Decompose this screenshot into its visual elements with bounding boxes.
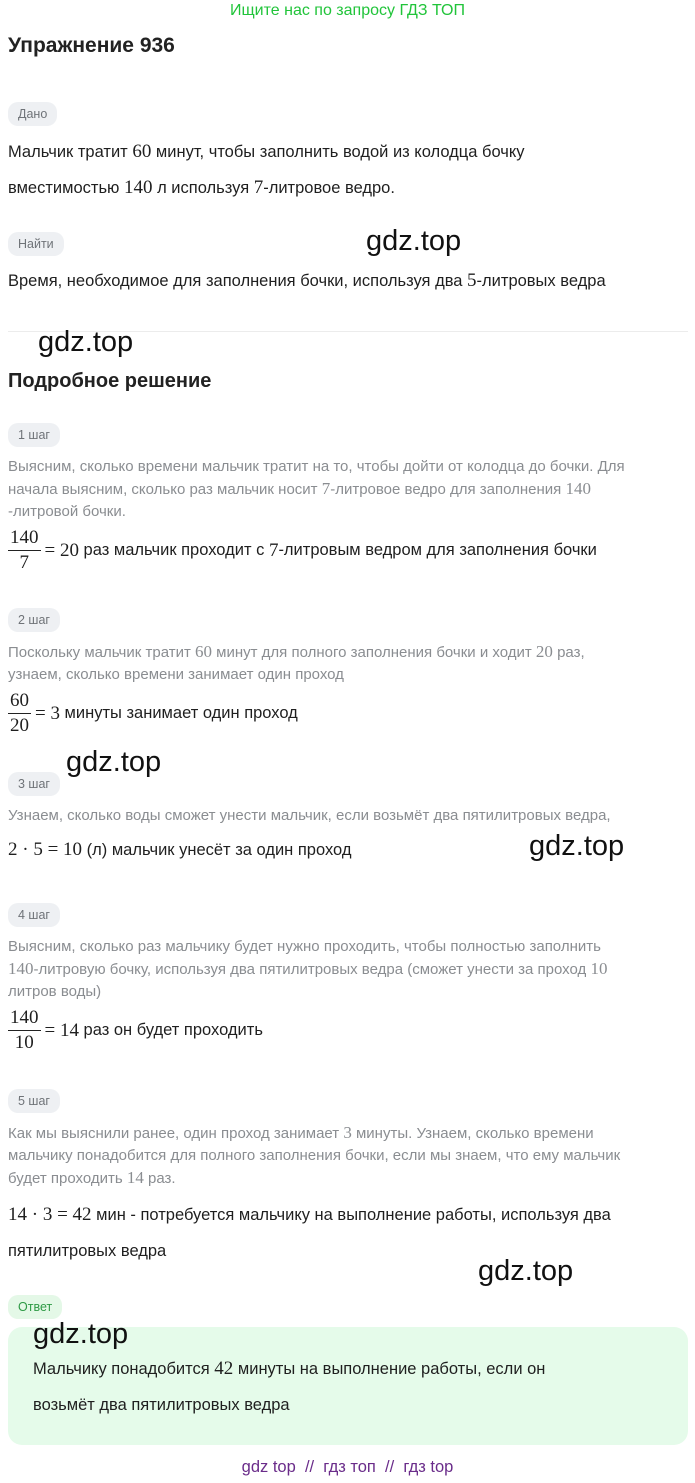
- step-2-explanation: [8, 641, 693, 686]
- given-text: [8, 134, 688, 206]
- answer-chip-wrap: [8, 1295, 62, 1319]
- step-3-explanation: [8, 805, 693, 827]
- answer-text-part: Мальчику понадобится: [33, 1360, 215, 1378]
- given-text-part: -литровое ведро.: [263, 179, 395, 197]
- step-4-explanation: [8, 936, 693, 1003]
- fraction: [8, 1007, 41, 1054]
- step-chip: 5 шаг: [8, 1089, 60, 1113]
- step-text: раз,: [552, 644, 585, 661]
- equation-text: раз он будет проходить: [78, 1021, 263, 1039]
- watermark: gdz.top: [366, 225, 462, 257]
- step-text: -литровую бочку, используя два пятилитровых ведра (сможет унести за проход: [33, 961, 591, 978]
- footer-links[interactable]: gdz top // гдз топ // гдз top: [241, 1458, 454, 1476]
- given-chip: Дано: [8, 102, 57, 126]
- step-chip: 2 шаг: [8, 608, 60, 632]
- step-2-chip-wrap: [8, 608, 60, 632]
- equation-result: = 20: [44, 539, 79, 561]
- given-text-part: Мальчик тратит: [8, 143, 133, 161]
- find-section: [8, 232, 64, 256]
- step-number: 60: [195, 642, 212, 661]
- step-5-chip-wrap: [8, 1089, 60, 1113]
- step-number: 20: [535, 642, 553, 661]
- fraction-denominator: 10: [14, 1032, 34, 1053]
- fraction: [8, 527, 41, 574]
- step-number: 3: [343, 1123, 352, 1142]
- equation-text: -литровым ведром для заполнения бочки: [278, 541, 597, 559]
- answer-text: [33, 1351, 673, 1423]
- watermark: gdz.top: [529, 830, 625, 862]
- equation-math: 14 · 3 = 42: [8, 1204, 92, 1225]
- given-text-part: л используя: [152, 179, 254, 197]
- step-5-explanation: [8, 1122, 693, 1190]
- given-number: 60: [132, 141, 152, 162]
- fraction: [8, 690, 31, 737]
- step-2-equation: [8, 690, 693, 737]
- step-text: -литровое ведро для заполнения: [330, 481, 566, 498]
- step-text: -литровой бочки.: [8, 503, 126, 520]
- step-chip: 1 шаг: [8, 423, 60, 447]
- answer-text-part: минуты на выполнение работы, если он: [233, 1360, 546, 1378]
- step-chip: 3 шаг: [8, 772, 60, 796]
- step-text: Выясним, сколько времени мальчик тратит на то, чтобы дойти от колодца до бочки. Для: [8, 458, 625, 475]
- fraction-numerator: 60: [8, 690, 31, 714]
- solution-title: Подробное решение: [8, 370, 212, 392]
- step-text: раз.: [143, 1170, 176, 1187]
- watermark: gdz.top: [33, 1318, 129, 1350]
- equation-math: 2 · 5 = 10: [8, 839, 83, 860]
- equation-text: раз мальчик проходит с: [78, 541, 269, 559]
- find-text: [8, 263, 693, 299]
- step-1-explanation: [8, 456, 693, 523]
- equation-result: = 3: [35, 702, 60, 724]
- watermark: gdz.top: [38, 326, 134, 358]
- exercise-title: Упражнение 936: [8, 34, 175, 57]
- step-chip: 4 шаг: [8, 903, 60, 927]
- step-text: будет проходить: [8, 1170, 127, 1187]
- given-text-part: вместимостью: [8, 179, 125, 197]
- watermark: gdz.top: [478, 1255, 574, 1287]
- step-text: начала выясним, сколько раз мальчик носит: [8, 481, 322, 498]
- step-text: мальчику понадобится для полного заполнения бочки, если мы знаем, что ему мальчик: [8, 1147, 621, 1164]
- fraction-numerator: 140: [8, 527, 41, 551]
- step-text: узнаем, сколько времени занимает один проход: [8, 666, 344, 683]
- search-banner: Ищите нас по запросу ГДЗ ТОП: [230, 2, 465, 19]
- step-1-equation: [8, 527, 693, 574]
- given-text-part: минут, чтобы заполнить водой из колодца бочку: [151, 143, 525, 161]
- step-text: минуты. Узнаем, сколько времени: [351, 1125, 594, 1142]
- equation-text: минуты занимает один проход: [59, 704, 298, 722]
- answer-text-part: возьмёт два пятилитровых ведра: [33, 1396, 290, 1414]
- equation-text: мин - потребуется мальчику на выполнение работы, используя два: [91, 1206, 611, 1224]
- find-chip: Найти: [8, 232, 64, 256]
- step-number: 7: [321, 479, 331, 498]
- fraction-numerator: 140: [8, 1007, 41, 1031]
- step-text: минут для полного заполнения бочки и ходит: [212, 644, 536, 661]
- step-5-equation: [8, 1197, 693, 1269]
- given-number: 7: [253, 177, 264, 198]
- step-number: 14: [126, 1168, 144, 1187]
- step-text: Выясним, сколько раз мальчику будет нужно проходить, чтобы полностью заполнить: [8, 938, 601, 955]
- answer-chip: Ответ: [8, 1295, 62, 1319]
- given-section: [8, 102, 57, 126]
- equation-result: = 14: [44, 1019, 79, 1041]
- step-number: 140: [565, 479, 591, 498]
- step-text: Поскольку мальчик тратит: [8, 644, 195, 661]
- step-3-chip-wrap: [8, 772, 60, 796]
- step-number: 140: [8, 959, 34, 978]
- fraction-denominator: 7: [19, 552, 29, 573]
- step-4-equation: [8, 1007, 693, 1054]
- step-1-chip-wrap: [8, 423, 60, 447]
- equation-text: (л) мальчик унесёт за один проход: [82, 840, 352, 859]
- fraction-denominator: 20: [10, 715, 29, 736]
- step-4-chip-wrap: [8, 903, 60, 927]
- find-number: 5: [467, 270, 477, 291]
- answer-number: 42: [214, 1358, 234, 1379]
- find-text-part: -литровых ведра: [476, 272, 606, 290]
- find-text-part: Время, необходимое для заполнения бочки, используя два: [8, 272, 468, 290]
- step-number: 10: [590, 959, 608, 978]
- step-text: Как мы выяснили ранее, один проход занимает: [8, 1125, 344, 1142]
- given-number: 140: [124, 177, 153, 198]
- equation-text: пятилитровых ведра: [8, 1242, 167, 1260]
- equation-number: 7: [268, 539, 279, 561]
- step-text: Узнаем, сколько воды сможет унести мальчик, если возьмёт два пятилитровых ведра,: [8, 807, 611, 824]
- step-text: литров воды): [8, 983, 102, 1000]
- watermark: gdz.top: [66, 746, 162, 778]
